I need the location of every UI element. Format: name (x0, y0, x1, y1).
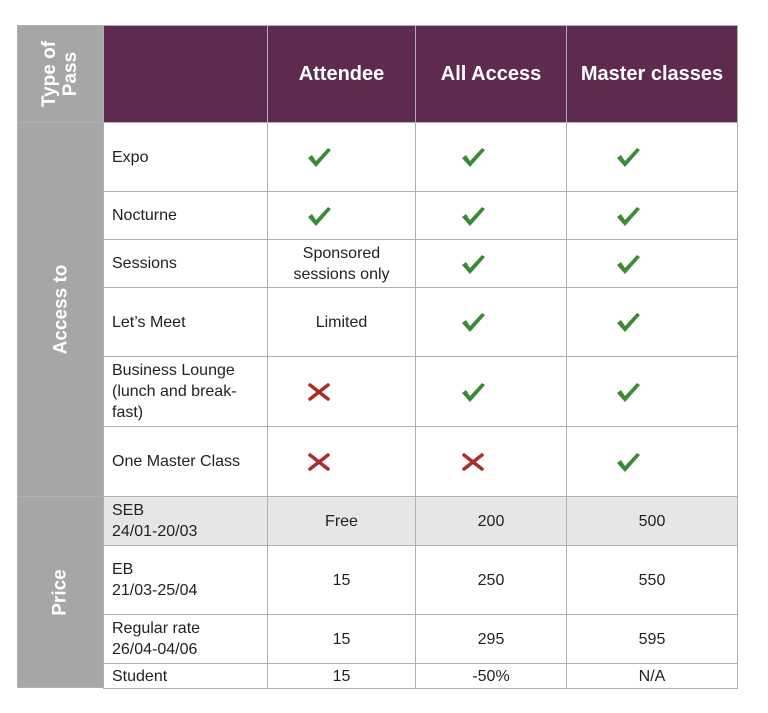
table-cell (566, 356, 738, 427)
price-value: N/A (638, 667, 666, 685)
table-cell (566, 191, 738, 240)
price-row-label-cell (103, 663, 268, 689)
row-label: Sessions (112, 255, 177, 272)
table-cell (267, 239, 416, 288)
type-of-pass-header (17, 25, 104, 123)
table-cell (566, 287, 738, 357)
table-cell (566, 239, 738, 288)
access-section-label: Access to (50, 264, 71, 355)
table-cell (267, 122, 416, 192)
table-cell (415, 122, 567, 192)
price-section-label: Price (49, 568, 71, 616)
table-cell (415, 356, 567, 427)
table-cell (566, 426, 738, 497)
table-cell (267, 426, 416, 497)
price-value: Free (325, 512, 358, 530)
cross-icon (306, 450, 332, 474)
price-cell (566, 663, 738, 689)
price-row-label: Student (112, 667, 168, 685)
row-label-cell (103, 356, 268, 427)
price-cell (267, 663, 416, 689)
price-cell (267, 545, 416, 615)
column-header-label: Attendee (298, 62, 385, 85)
check-icon (615, 145, 641, 169)
access-section-label-cell (17, 122, 104, 497)
row-label: Nocturne (112, 207, 177, 224)
price-row-label: EB 21/03-25/04 (112, 561, 198, 599)
row-label-cell (103, 191, 268, 240)
table-cell (267, 191, 416, 240)
cross-icon (460, 450, 486, 474)
price-cell (415, 614, 567, 664)
price-row-label-cell (103, 545, 268, 615)
table-cell (415, 191, 567, 240)
price-value: 15 (332, 667, 351, 685)
row-label-cell (103, 239, 268, 288)
column-header-label: All Access (440, 62, 542, 85)
table-cell (267, 287, 416, 357)
price-value: 250 (477, 571, 505, 589)
check-icon (615, 252, 641, 276)
price-cell (415, 663, 567, 689)
check-icon (615, 204, 641, 228)
price-value: 295 (477, 630, 505, 648)
price-cell (566, 496, 738, 546)
price-value: 500 (638, 512, 666, 530)
type-of-pass-label: Type of Pass (39, 40, 82, 108)
price-cell (267, 614, 416, 664)
table-cell (267, 356, 416, 427)
price-row-label: Regular rate 26/04-04/06 (112, 620, 201, 658)
price-cell (415, 496, 567, 546)
row-label: Expo (112, 148, 149, 166)
row-label: One Master Class (112, 453, 241, 470)
row-label: Let’s Meet (112, 313, 186, 331)
check-icon (460, 145, 486, 169)
check-icon (460, 204, 486, 228)
check-icon (306, 204, 332, 228)
check-icon (306, 145, 332, 169)
price-cell (267, 496, 416, 546)
column-header-attendee (267, 25, 416, 123)
check-icon (460, 310, 486, 334)
pass-comparison-table (17, 25, 738, 688)
table-cell (566, 122, 738, 192)
table-cell (415, 426, 567, 497)
row-label-cell (103, 122, 268, 192)
check-icon (460, 252, 486, 276)
check-icon (615, 450, 641, 474)
cell-text: Sponsored sessions only (293, 244, 390, 283)
table-cell (415, 239, 567, 288)
check-icon (460, 380, 486, 404)
cross-icon (306, 380, 332, 404)
column-header-all-access (415, 25, 567, 123)
cell-text: Limited (315, 313, 368, 331)
price-cell (566, 545, 738, 615)
price-value: 200 (477, 512, 505, 530)
price-value: 595 (638, 630, 666, 648)
column-header-master-classes (566, 25, 738, 123)
price-value: 15 (332, 630, 351, 648)
price-row-label-cell (103, 496, 268, 546)
row-label: Business Lounge (lunch and break- fast) (112, 362, 237, 421)
header-blank-cell (103, 25, 268, 123)
row-label-cell (103, 287, 268, 357)
check-icon (615, 380, 641, 404)
price-cell (415, 545, 567, 615)
column-header-label: Master classes (580, 62, 724, 85)
price-row-label: SEB 24/01-20/03 (112, 502, 198, 540)
check-icon (615, 310, 641, 334)
price-section-label-cell (17, 496, 104, 688)
price-value: -50% (472, 667, 510, 685)
row-label-cell (103, 426, 268, 497)
price-row-label-cell (103, 614, 268, 664)
price-value: 550 (638, 571, 666, 589)
table-cell (415, 287, 567, 357)
price-value: 15 (332, 571, 351, 589)
price-cell (566, 614, 738, 664)
